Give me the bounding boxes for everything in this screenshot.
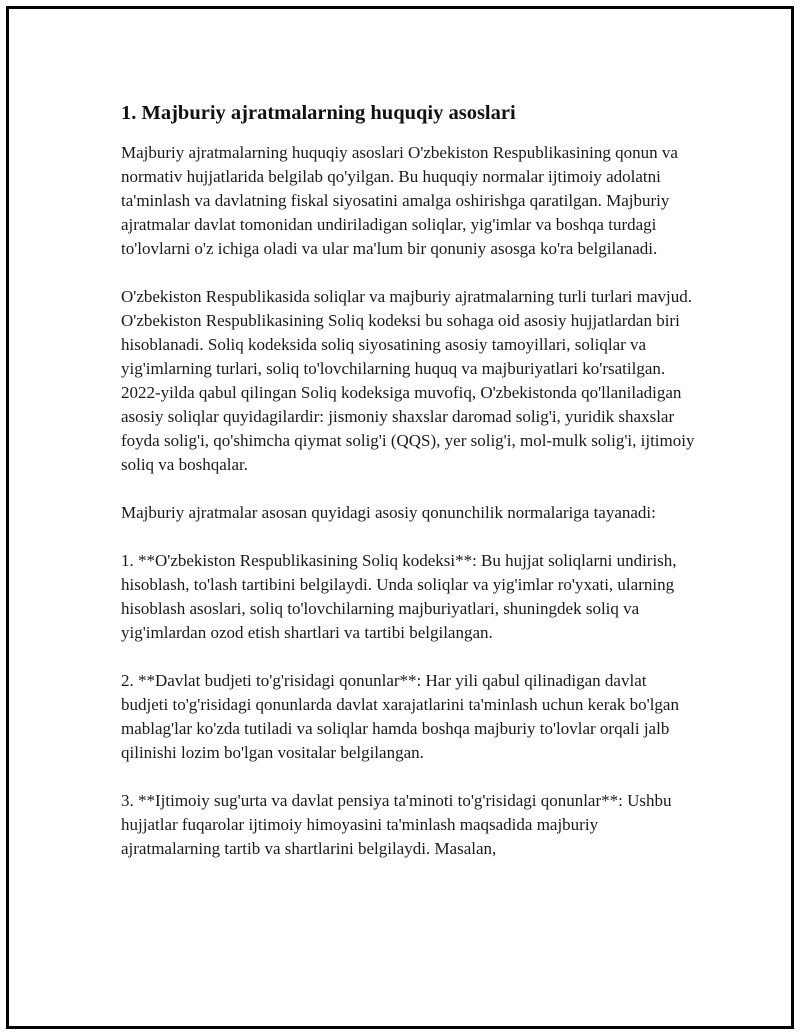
- document-body: [121, 99, 696, 885]
- section-heading: 1. Majburiy ajratmalarning huquqiy asoslari: [121, 102, 516, 124]
- paragraph-tax-types: O'zbekiston Respublikasida soliqlar va majburiy ajratmalarning turli turlari mavjud. O'zbekiston Respublikasining Soliq kodeksi bu sohaga oid asosiy hujjatlardan biri hisoblanadi. Soliq kodeksida soliq siyosatining asosiy tamoyillari, soliqlar va yig'imlarning turlari, soliq to'lovchilarning huquq va majburiyatlari ko'rsatilgan. 2022-yilda qabul qilingan Soliq kodeksiga muvofiq, O'zbekistonda qo'llaniladigan asosiy soliqlar quyidagilardir: jismoniy shaxslar daromad solig'i, yuridik shaxslar foyda solig'i, qo'shimcha qiymat solig'i (QQS), yer solig'i, mol-mulk solig'i, ijtimoiy soliq va boshqalar.: [121, 287, 695, 474]
- list-item-social-insurance: 3. **Ijtimoiy sug'urta va davlat pensiya ta'minoti to'g'risidagi qonunlar**: Ushbu hujjatlar fuqarolar ijtimoiy himoyasini ta'minlash maqsadida majburiy ajratmalarning tartib va shartlarini belgilaydi. Masalan,: [121, 791, 672, 858]
- page-frame: [6, 6, 794, 1029]
- list-item-state-budget: 2. **Davlat budjeti to'g'risidagi qonunlar**: Har yili qabul qilinadigan davlat budjeti to'g'risidagi qonunlarda davlat xarajatlarini ta'minlash uchun kerak bo'lgan mablag'lar ko'zda tutiladi va soliqlar hamda boshqa majburiy to'lovlar orqali jalb qilinishi lozim bo'lgan vositalar belgilangan.: [121, 671, 679, 762]
- list-item-tax-code: 1. **O'zbekiston Respublikasining Soliq kodeksi**: Bu hujjat soliqlarni undirish, hisoblash, to'lash tartibini belgilaydi. Unda soliqlar va yig'imlar ro'yxati, ularning hisoblash asoslari, soliq to'lovchilarning majburiyatlari, shuningdek soliq va yig'imlardan ozod etish shartlari va tartibi belgilangan.: [121, 551, 677, 642]
- paragraph-legislation-intro: Majburiy ajratmalar asosan quyidagi asosiy qonunchilik normalariga tayanadi:: [121, 503, 656, 522]
- paragraph-legal-basis: Majburiy ajratmalarning huquqiy asoslari O'zbekiston Respublikasining qonun va normativ hujjatlarida belgilab qo'yilgan. Bu huquqiy normalar ijtimoiy adolatni ta'minlash va davlatning fiskal siyosatini amalga oshirishga qaratilgan. Majburiy ajratmalar davlat tomonidan undiriladigan soliqlar, yig'imlar va boshqa turdagi to'lovlarni o'z ichiga oladi va ular ma'lum bir qonuniy asosga ko'ra belgilanadi.: [121, 143, 678, 258]
